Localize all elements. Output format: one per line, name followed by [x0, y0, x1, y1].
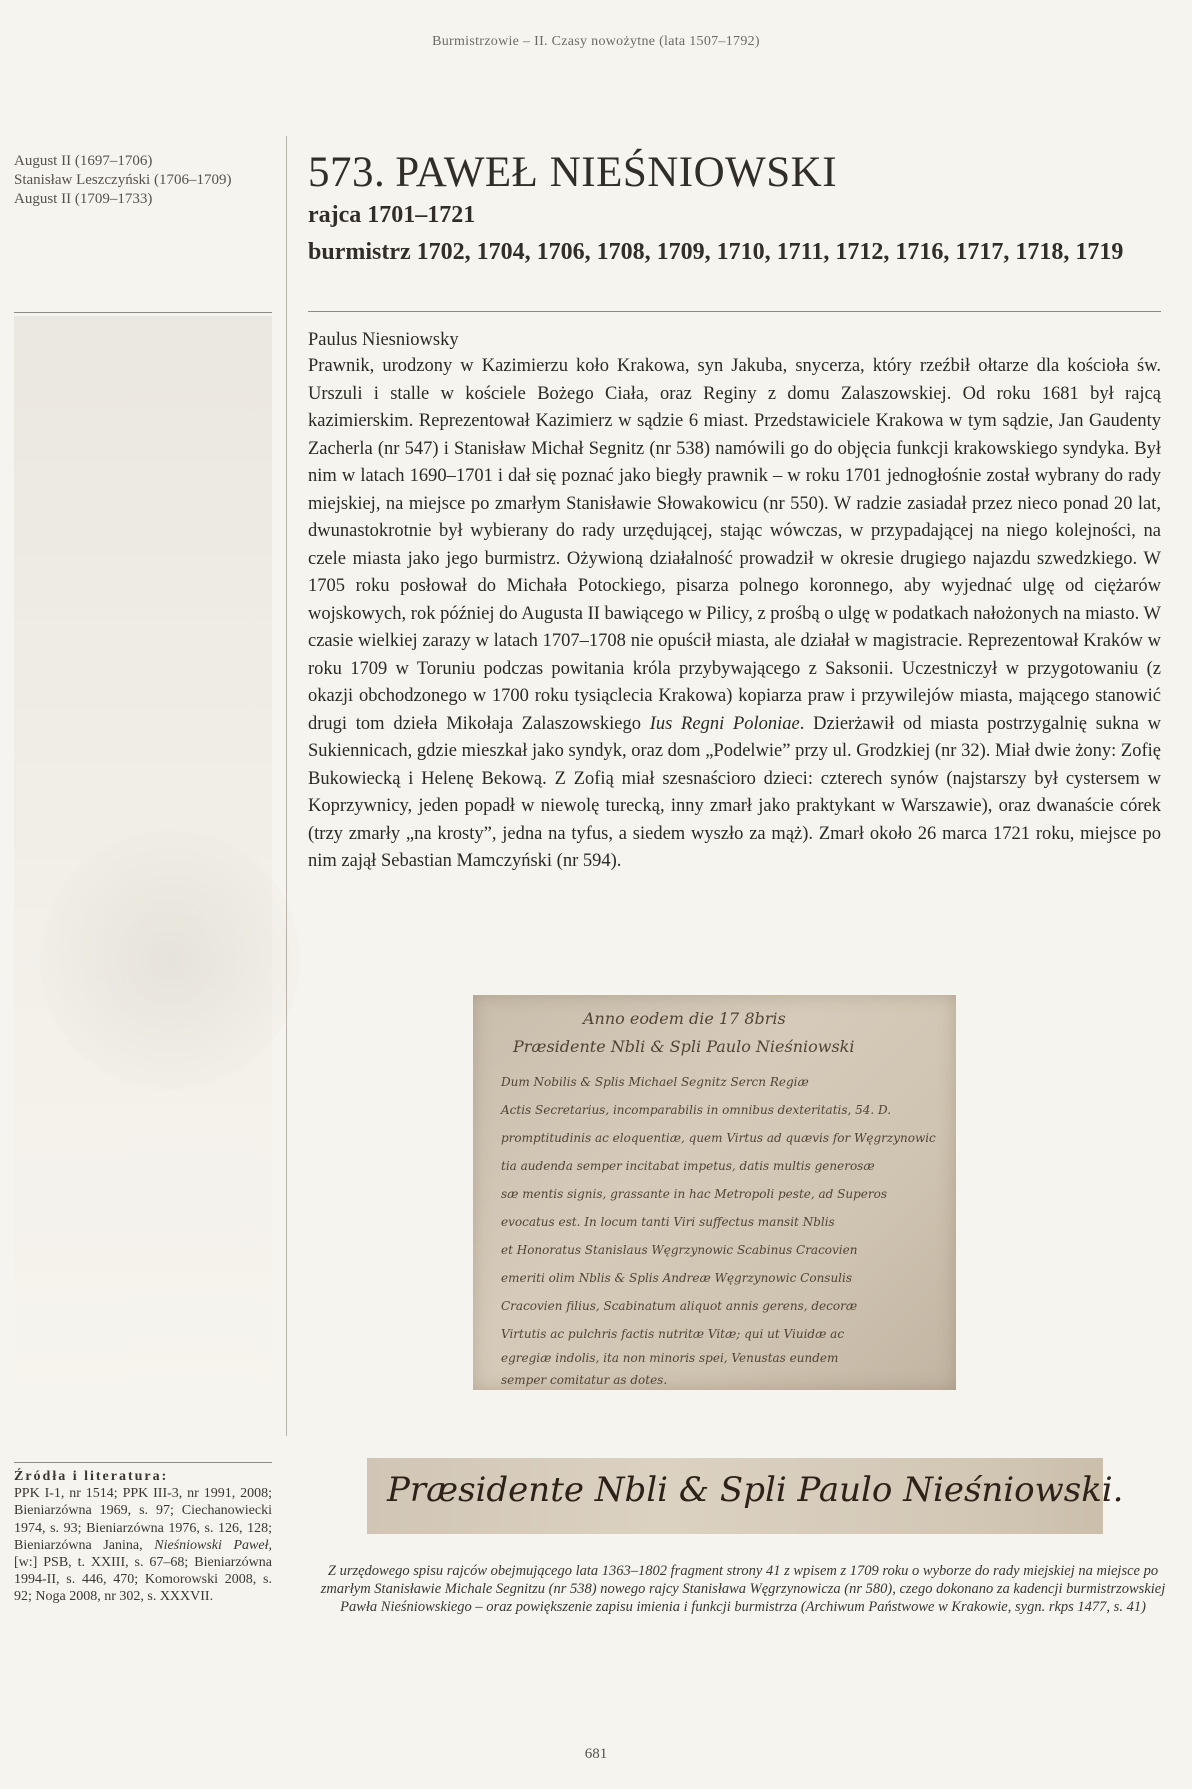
reign-list: [14, 152, 272, 209]
sources-italic: Nieśniowski Paweł,: [154, 1537, 273, 1553]
bio-work-title: Ius Regni Poloniae: [649, 713, 800, 734]
manuscript-line: sæ mentis signis, grassante in hac Metropoli peste, ad Superos: [501, 1187, 887, 1201]
manuscript-line: Virtutis ac pulchris factis nutritæ Vitæ; qui ut Viuidæ ac: [501, 1327, 845, 1341]
biography: [308, 353, 1161, 876]
manuscript-image: [473, 995, 956, 1390]
reign-item: August II (1697–1706): [14, 153, 153, 169]
manuscript-line: et Honoratus Stanislaus Węgrzynowic Scabinus Cracovien: [501, 1243, 858, 1257]
running-head: Burmistrzowie – II. Czasy nowożytne (lata 1507–1792): [432, 34, 760, 49]
entry-title: [308, 148, 1161, 197]
sources: [14, 1468, 272, 1606]
figure-caption: Z urzędowego spisu rajców obejmującego lata 1363–1802 fragment strony 41 z wpisem z 1709 roku o wyborze do rady miejskiej na miejsce po zmarłym Stanisławie Michale Segnitzu (nr 538) nowego rajcy Stanisława Węgrzynowicza (nr 580), czego dokonano za kadencji burmistrzowskiej Pawła Nieśniowskiego – oraz powiększenie zapisu imienia i funkcji burmistrza (Archiwum Państwowe w Krakowie, sygn. rkps 1477, s. 41): [320, 1563, 1166, 1615]
reign-item: Stanisław Leszczyński (1706–1709): [14, 172, 232, 188]
manuscript-line: Cracovien filius, Scabinatum aliquot annis gerens, decoræ: [501, 1299, 858, 1313]
bio-text: . Dzierżawił od miasta postrzygalnię sukna w Sukiennicach, gdzie mieszkał jako syndyk, oraz dom „Podelwie” przy ul. Grodzkiej (nr 32). Miał dwie żony: Zofię Bukowiecką i Helenę Bekową. Z Zofią miał szesnaścioro dzieci: czterech synów (najstarszy był cystersem w Koprzywnicy, jeden popadł w niewolę turecką, inny zmarł jako praktykant w Warszawie), oraz dwanaście córek (trzy zmarły „na krosty”, jedna na tyfus, a siedem wyszło za mąż). Zmarł około 26 marca 1721 roku, miejsce po nim zajął Sebastian Mamczyński (nr 594).: [308, 713, 1161, 871]
manuscript-line: semper comitatur as dotes.: [501, 1373, 668, 1387]
bio-text: Prawnik, urodzony w Kazimierzu koło Krakowa, syn Jakuba, snycerza, który rzeźbił ołtarze dla kościoła św. Urszuli i stalle w kościele Bożego Ciała, oraz Reginy z domu Zalaszowskiej. Od roku 1681 był rajcą kazimierskim. Reprezentował Kazimierz w sądzie 6 miast. Przedstawiciele Krakowa w tym sądzie, Jan Gaudenty Zacherla (nr 547) i Stanisław Michał Segnitz (nr 538) namówili go do objęcia funkcji krakowskiego syndyka. Był nim w latach 1690–1701 i dał się poznać jako biegły prawnik – w roku 1701 jednogłośnie został wybrany do rady miejskiej, na miejsce po zmarłym Stanisławie Słowakowicu (nr 550). W radzie zasiadał przez nieco ponad 20 lat, dwunastokrotnie był wybierany do rady urzędującej, stając wówczas, w przypadającej na niego kolejności, na czele miasta jako jego burmistrz. Ożywioną działalność prowadził w okresie drugiego najazdu szwedzkiego. W 1705 roku posłował do Michała Potockiego, pisarza polnego koronnego, aby wyjednać ulgę od ciężarów wojskowych, rok później do Augusta II bawiącego w Pilicy, z prośbą o ulgę w podatkach nałożonych na miasto. W czasie wielkiej zarazy w latach 1707–1708 nie opuścił miasta, ale działał w magistracie. Reprezentował Kraków w roku 1709 w Toruniu podczas powitania króla przybywającego z Saksonii. Uczestniczył w przygotowaniu (z okazji obchodzonego w 1700 roku tysiąclecia Krakowa) kopiarza praw i przywilejów miasta, mającego stanowić drugi tom dzieła Mikołaja Zalaszowskiego: [308, 356, 1161, 734]
manuscript-line: Dum Nobilis & Splis Michael Segnitz Sercn Regiæ: [501, 1075, 809, 1089]
rajca-years: rajca 1701–1721: [308, 202, 476, 228]
sources-text: PPK I-1, nr 1514; PPK III-3, nr 1991, 2008; Bieniarzówna 1969, s. 97; Ciechanowiecki 1974, s. 93; Bieniarzówna 1976, s. 126, 128; Bieniarzówna Janina,: [14, 1486, 272, 1553]
facing-page-bleed-seal: [40, 830, 300, 1090]
manuscript-line: tia audenda semper incitabat impetus, datis multis generosæ: [501, 1159, 875, 1173]
burmistrz-years: burmistrz 1702, 1704, 1706, 1708, 1709, 1710, 1711, 1712, 1716, 1717, 1718, 1719: [308, 239, 1124, 265]
title-divider: [308, 311, 1161, 312]
sources-heading: Źródła i literatura:: [14, 1469, 169, 1484]
latin-name: Paulus Niesniowsky: [308, 330, 459, 350]
manuscript-line: emeriti olim Nblis & Splis Andreæ Węgrzynowic Consulis: [501, 1271, 853, 1285]
entry-number: 573.: [308, 149, 386, 196]
entry-name: PAWEŁ NIEŚNIOWSKI: [395, 149, 838, 196]
manuscript-line: Præsidente Nbli & Spli Paulo Nieśniowski: [513, 1037, 855, 1056]
column-rule: [286, 136, 287, 1436]
page-number: 681: [584, 1746, 608, 1762]
sources-divider: [14, 1462, 272, 1463]
manuscript-line: promptitudinis ac eloquentiæ, quem Virtus ad quævis for Węgrzynowic: [501, 1131, 936, 1145]
manuscript-line: egregiæ indolis, ita non minoris spei, Venustas eundem: [501, 1351, 839, 1365]
manuscript-line: evocatus est. In locum tanti Viri suffectus mansit Nblis: [501, 1215, 835, 1229]
reign-item: August II (1709–1733): [14, 191, 153, 207]
left-divider: [14, 312, 272, 313]
sources-text: [w:] PSB, t. XXIII, s. 67–68; Bieniarzówna 1994-II, s. 446, 470; Komorowski 2008, s. 92; Noga 2008, nr 302, s. XXXVII.: [14, 1555, 272, 1605]
manuscript-line: Actis Secretarius, incomparabilis in omnibus dexteritatis, 54. D.: [501, 1103, 892, 1117]
manuscript-enlargement: [367, 1458, 1124, 1534]
enlarged-inscription: Præsidente Nbli & Spli Paulo Nieśniowski.: [387, 1470, 1124, 1510]
manuscript-line: Anno eodem die 17 8bris: [583, 1009, 786, 1028]
